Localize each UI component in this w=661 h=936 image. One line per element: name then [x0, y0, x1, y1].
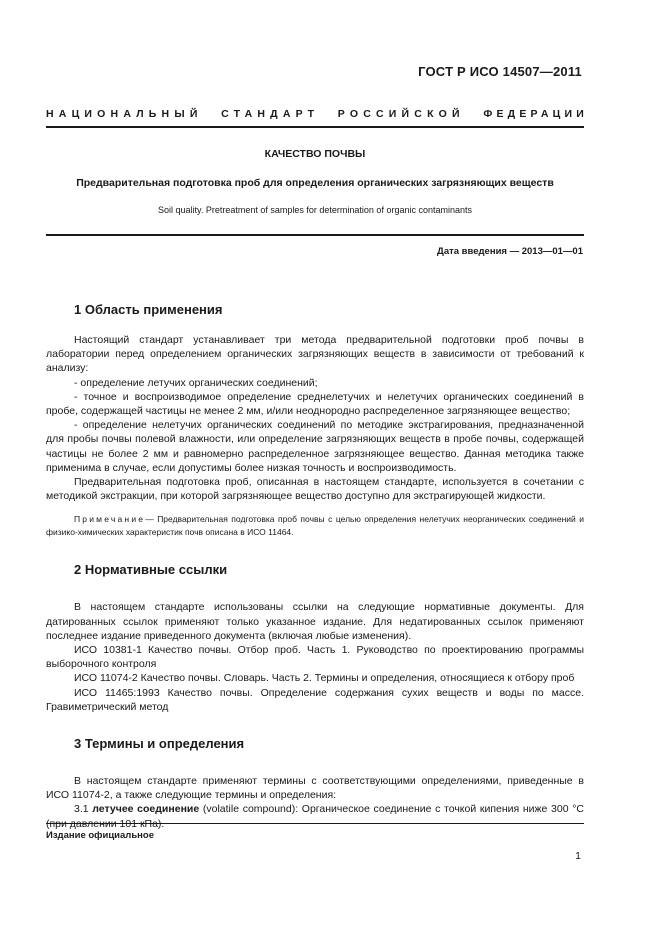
paragraph: Предварительная подготовка проб, описанная в настоящем стандарте, используется в сочетании с методикой экстракции, при которой загрязняющее вещество доступно для экстрагирующей жидкости.: [46, 476, 584, 503]
list-item: - определение летучих органических соединений;: [74, 376, 318, 389]
section-terms-definitions: [46, 736, 584, 831]
section-normative-references: [46, 562, 584, 714]
note-text: — Предварительная подготовка проб почвы с целью определения нелетучих неорганических соединений и физико-химических характеристик почв описана в ИСО 11464.: [46, 514, 584, 537]
note-label: Примечание: [74, 514, 146, 525]
official-edition-label: Издание официальное: [46, 830, 154, 841]
list-item: - определение нелетучих органических соединений по методике экстрагирования, предназначенной для пробы почвы полевой влажности, или определение загрязняющих веществ в пробе почвы, содержащей частицы не более 2 мм и равномерно распределенное загрязняющее вещество. Данная методика также применима в случае, если допустимы более низкая точность и воспроизводимость.: [46, 419, 584, 474]
page-number: 1: [575, 850, 581, 862]
introduction-date: Дата введения — 2013—01—01: [437, 246, 583, 257]
reference-item: ИСО 10381-1 Качество почвы. Отбор проб. Часть 1. Руководство по проектированию программы выборочного контроля: [46, 644, 584, 671]
banner-word: РОССИЙСКОЙ: [337, 108, 465, 120]
header-divider: [46, 126, 584, 128]
national-standard-banner: [46, 108, 588, 120]
section-scope: [46, 302, 584, 538]
document-title: КАЧЕСТВО ПОЧВЫ: [264, 148, 366, 160]
banner-word: ФЕДЕРАЦИИ: [483, 108, 588, 120]
banner-word: СТАНДАРТ: [221, 108, 320, 120]
banner-word: НАЦИОНАЛЬНЫЙ: [46, 108, 203, 120]
document-title-english: Soil quality. Pretreatment of samples for determination of organic contaminants: [158, 205, 472, 215]
term-number: 3.1: [74, 803, 89, 816]
term-text: (volatile compound): Органическое соединение с точкой кипения ниже 300 °С: [202, 803, 584, 816]
main-content: [46, 302, 584, 831]
term-name: летучее соединение: [92, 803, 200, 816]
note: [46, 513, 584, 538]
paragraph: В настоящем стандарте применяют термины с соответствующими определениями, приведенные в ИСО 11074-2, а также следующие термины и определения:: [46, 775, 584, 802]
section-heading: 2 Нормативные ссылки: [74, 562, 228, 578]
section-heading: 1 Область применения: [74, 302, 223, 317]
reference-item: ИСО 11465:1993 Качество почвы. Определение содержания сухих веществ и воды по массе. Гравиметрический метод: [46, 686, 584, 713]
footer-divider: [46, 823, 584, 824]
paragraph: В настоящем стандарте использованы ссылки на следующие нормативные документы. Для датированных ссылок применяют только указанное издание. Для недатированных ссылок применяют последнее издание приведенного документа (включая любые изменения).: [46, 601, 584, 642]
section-heading: 3 Термины и определения: [74, 736, 245, 752]
title-divider: [46, 234, 584, 236]
term-definition: [46, 802, 584, 830]
paragraph: Настоящий стандарт устанавливает три метода предварительной подготовки проб почвы в лаборатории перед определением органических загрязняющих веществ в зависимости от требований к анализу:: [46, 334, 584, 375]
standard-id: ГОСТ Р ИСО 14507—2011: [418, 64, 582, 79]
document-subtitle: Предварительная подготовка проб для определения органических загрязняющих веществ: [76, 177, 554, 189]
list-item: - точное и воспроизводимое определение среднелетучих и нелетучих органических соединений в пробе, содержащей частицы не менее 2 мм, и/или неоднородно распределенное загрязняющее вещество;: [46, 390, 584, 418]
reference-item: ИСО 11074-2 Качество почвы. Словарь. Часть 2. Термины и определения, относящиеся к отбору проб: [74, 672, 575, 685]
